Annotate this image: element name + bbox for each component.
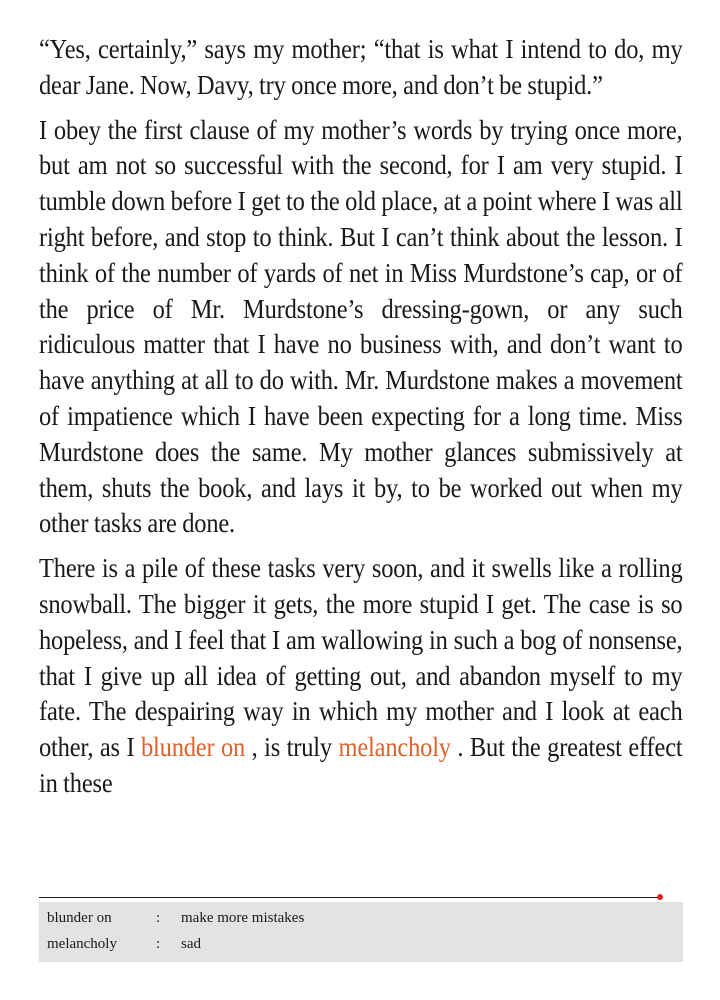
paragraph-1: “Yes, certainly,” says my mother; “that is what I intend to do, my dear Jane. Now, Davy, try once more, and don’t be stupid.” <box>39 34 683 100</box>
glossed-word-melancholy: melancholy <box>338 732 451 763</box>
glossary-definition: make more mistakes <box>181 910 305 926</box>
glossary-term: blunder on <box>47 910 112 926</box>
glossary-row <box>39 933 683 955</box>
glossary-row <box>39 907 683 929</box>
paragraph-3 <box>39 551 683 802</box>
divider-dot <box>657 894 663 900</box>
glossary-separator: : <box>156 910 161 926</box>
glossary-separator: : <box>156 936 161 952</box>
glossary-term: melancholy <box>47 936 117 952</box>
paragraph-3-text-a: There is a pile of these tasks very soon, and it swells like a rolling snowball. The bigger it gets, the more stupid I get. The case is so hopeless, and I feel that I am wallowing in such a bog of nonsense, that I give up all idea of getting out, and abandon myself to my fate. The despairing way in which my mother and I look at each other, as I <box>39 553 683 763</box>
story-text <box>39 32 683 811</box>
glossary-definition: sad <box>181 936 201 952</box>
paragraph-3-text-b: , is truly <box>245 732 339 763</box>
paragraph-3-text-c: . But the greatest effect in these <box>39 732 683 798</box>
paragraph-2: I obey the first clause of my mother’s words by trying once more, but am not so successful with the second, for I am very stupid. I tumble down before I get to the old place, at a point where I was all right before, and stop to think. But I can’t think about the lesson. I think of the number of yards of net in Miss Murdstone’s cap, or of the price of Mr. Murdstone’s dressing-gown, or any such ridiculous matter that I have no business with, and don’t want to have anything at all to do with. Mr. Murdstone makes a movement of impatience which I have been expecting for a long time. Miss Murdstone does the same. My mother glances submissively at them, shuts the book, and lays it by, to be worked out when my other tasks are done. <box>39 114 683 539</box>
glossary-box <box>39 902 683 962</box>
glossary-divider <box>39 897 661 898</box>
glossed-word-blunder-on: blunder on <box>140 732 246 763</box>
